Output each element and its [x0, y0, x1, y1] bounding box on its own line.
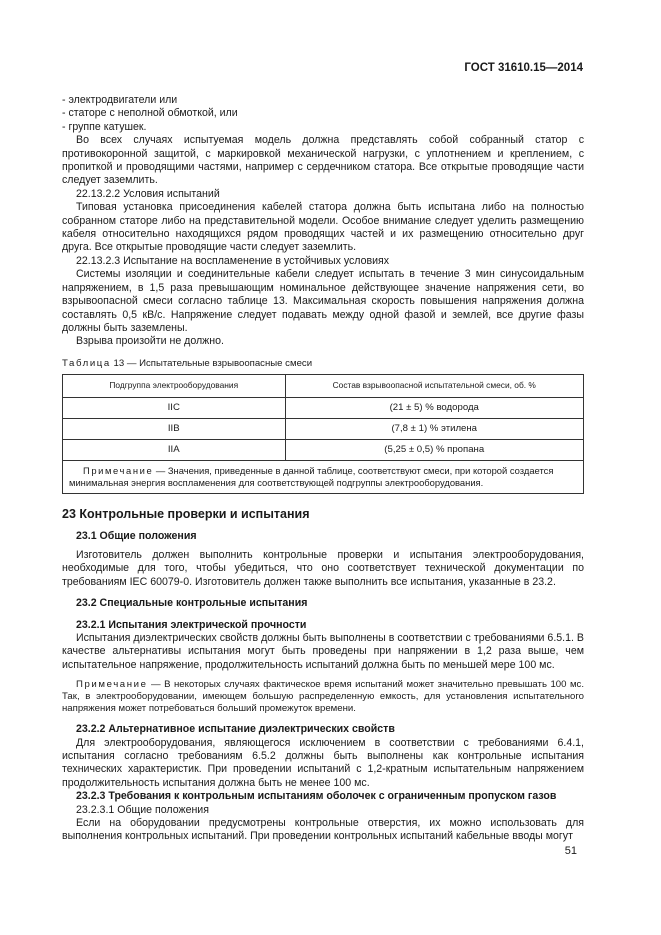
table-header-group: Подгруппа электрооборудования	[63, 375, 286, 398]
heading-23-2-2: 23.2.2 Альтернативное испытание диэлектрических свойств	[76, 723, 395, 736]
table-cell-group: IIB	[63, 419, 286, 440]
table-header-row	[63, 375, 584, 398]
document-header: ГОСТ 31610.15—2014	[464, 62, 583, 74]
page-number: 51	[564, 845, 577, 857]
table-13	[62, 374, 584, 494]
table-row	[63, 419, 584, 440]
note-label: Примечание	[76, 679, 148, 691]
heading-23-2-1: 23.2.1 Испытания электрической прочности	[76, 618, 307, 631]
page-content	[62, 94, 584, 844]
heading-23-2: 23.2 Специальные контрольные испытания	[76, 597, 308, 610]
paragraph-23-1: Изготовитель должен выполнить контрольные проверки и испытания электрооборудования, необходимые для того, чтобы убедиться, что оно соответствует технической документации по требованиям IEC 60079-0. Изготовитель должен также выполнить все испытания, указанные в 23.2.	[62, 548, 584, 588]
paragraph-22-13-2-2: Типовая установка присоединения кабелей статора должна быть испытана либо на полностью собранном статоре либо на представительной модели. Особое внимание следует уделить размещению кабеля относительно находящихся рядом проводящих частей и их размещению относительно друг друга. Все открытые проводящие части следует заземлить.	[62, 201, 584, 254]
table-row	[63, 440, 584, 461]
paragraph-23-2-1: Испытания диэлектрических свойств должны быть выполнены в соответствии с требованиями 6.5.1. В качестве альтернативы испытания могут быть проведены при напряжении в 1,2 раза выше, чем испытательное напряжение, продолжительность испытаний должна быть по меньшей мере 100 мс.	[62, 631, 584, 671]
paragraph-all-cases: Во всех случаях испытуемая модель должна представлять собой собранный статор с противокоронной защитой, с маркировкой механической нагрузки, с уплотнением и креплением, с пропиткой и проводящими частями, например с сердечником статора. Все открытые проводящие части следует заземлить.	[62, 134, 584, 187]
paragraph-no-explosion: Взрыва произойти не должно.	[76, 335, 224, 348]
table-row	[63, 398, 584, 419]
list-item: - статоре с неполной обмоткой, или	[62, 107, 238, 120]
table-caption-rest: 13 — Испытательные взрывоопасные смеси	[110, 357, 313, 369]
list-item: - группе катушек.	[62, 120, 147, 133]
note-23-2-1	[62, 679, 584, 715]
table-note-text: — Значения, приведенные в данной таблице, соответствуют смеси, при которой создается минимальная энергия воспламенения для соответствующей подгруппы электрооборудования.	[69, 465, 554, 489]
table-caption	[62, 357, 584, 370]
table-cell-mix: (21 ± 5) % водорода	[285, 398, 584, 419]
table-cell-mix: (7,8 ± 1) % этилена	[285, 419, 584, 440]
note-text: — В некоторых случаях фактическое время испытаний может значительно превышать 100 мс. Так, в электрооборудовании, имеющем большую распределенную емкость, для установления испытательного напряжения может потребоваться больший промежуток времени.	[62, 679, 584, 715]
table-note-row	[63, 461, 584, 494]
table-caption-prefix: Таблица	[62, 357, 111, 369]
table-cell-group: IIA	[63, 440, 286, 461]
heading-22-13-2-2: 22.13.2.2 Условия испытаний	[76, 187, 220, 200]
heading-23-1: 23.1 Общие положения	[76, 529, 197, 542]
heading-22-13-2-3: 22.13.2.3 Испытание на воспламенение в устойчивых условиях	[76, 254, 390, 267]
paragraph-23-2-3-1: Если на оборудовании предусмотрены контрольные отверстия, их можно использовать для выполнения контрольных испытаний. При проведении контрольных испытаний кабельные вводы могут	[62, 817, 584, 843]
table-note-label: Примечание	[83, 465, 154, 477]
list-item: - электродвигатели или	[62, 94, 178, 106]
paragraph-23-2-2: Для электрооборудования, являющегося исключением в соответствии с требованиями 6.4.1, испытания согласно требованиям 6.5.2 должны быть выполнены как контрольные испытания технических характеристик. При проведении испытаний с 1,2-кратным испытательным напряжением продолжительность испытания должна быть не менее 100 мс.	[62, 736, 584, 789]
heading-23-2-3-1: 23.2.3.1 Общие положения	[76, 803, 209, 816]
table-note	[63, 461, 584, 494]
heading-23-2-3: 23.2.3 Требования к контрольным испытаниям оболочек с ограниченным пропуском газов	[76, 790, 557, 803]
table-cell-mix: (5,25 ± 0,5) % пропана	[285, 440, 584, 461]
heading-23: 23 Контрольные проверки и испытания	[62, 507, 310, 522]
paragraph-22-13-2-3: Системы изоляции и соединительные кабели следует испытать в течение 3 мин синусоидальным напряжением, в 1,5 раза превышающим номинальное действующее значение напряжения сети, во взрывоопасной смеси согласно таблице 13. Максимальная скорость повышения напряжения должна составлять 0,5 кВ/с. Напряжение следует подавать между одной фазой и землей, все другие фазы должны быть заземлены.	[62, 268, 584, 334]
table-cell-group: IIC	[63, 398, 286, 419]
table-header-mix: Состав взрывоопасной испытательной смеси, об. %	[285, 375, 584, 398]
